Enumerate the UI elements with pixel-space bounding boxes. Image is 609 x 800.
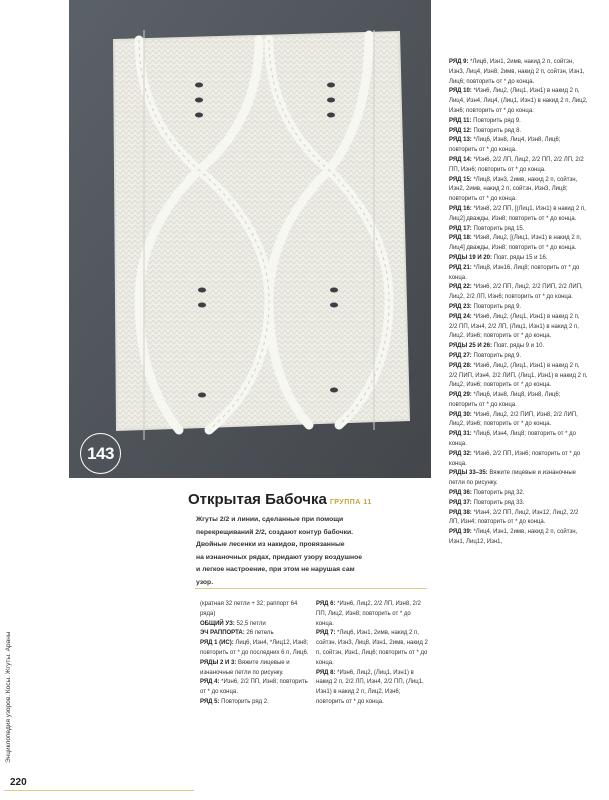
row-text: Вяжите лицевые и изнаночные петли по рисунку. bbox=[200, 659, 290, 676]
row-text: 26 петель bbox=[246, 630, 274, 637]
page-number: 220 bbox=[10, 777, 27, 788]
row-label: РЯД 10: bbox=[449, 88, 472, 95]
row-text: *Изн6, 2/2 ПП, Изн8; повторить от * до конца. bbox=[200, 679, 308, 696]
row-label: РЯДЫ 33–35: bbox=[449, 470, 488, 477]
row-text: Лиц6, Изн4, *Лиц12, Изн8; повторить от * до последних 6 п, Лиц6. bbox=[200, 640, 309, 656]
book-side-caption: Энциклопедия узоров. Косы. Жгуты. Араны bbox=[5, 631, 12, 763]
row-text: *Изн6, Лиц2, (Лиц1, Изн1) в накид 2 п, Лиц4, Изн4, Лиц4, (Лиц1, Изн1) в накид 2 п, Лиц2, Изн6; повторить от * до конца. bbox=[449, 88, 588, 114]
instruction-row bbox=[449, 489, 589, 499]
row-label: РЯД 24: bbox=[449, 313, 472, 320]
instruction-row bbox=[449, 450, 589, 470]
row-text: *Лиц6, Изн8, Лиц8, Изн8, Лиц6; повторить от * до конца. bbox=[449, 392, 561, 408]
instruction-row bbox=[449, 205, 589, 225]
description-line: на изнаночных рядах, придают узору воздушное bbox=[196, 553, 363, 561]
instruction-row bbox=[449, 225, 589, 235]
instructions-column-2 bbox=[316, 600, 428, 708]
row-text: *Изн6, 2/2 ПП, Лиц2, 2/2 ПИП, 2/2 ЛИП, Лиц2, 2/2 ЛП, Изн6; повторить от * до конца. bbox=[449, 284, 583, 301]
swatch-illustration bbox=[69, 0, 431, 478]
row-text: *Изн6, Лиц2, (Лиц1, Изн1) в накид 2 п, 2/2 ЛП, Изн4, 2/2 ПП, (Лиц1, Изн1) в накид 2 п, Лиц2, Изн6; повторить от * до конца. bbox=[316, 669, 424, 705]
instruction-row bbox=[200, 629, 312, 639]
instruction-row bbox=[449, 509, 589, 529]
instructions-column-3 bbox=[449, 58, 589, 548]
row-text: *Изн6, 2/2 ЛП, Лиц2, 2/2 ПП, 2/2 ЛП, 2/2 ПП, Изн6; повторить от * до конца. bbox=[449, 156, 584, 173]
pattern-number-badge: 143 bbox=[80, 433, 121, 474]
instruction-row bbox=[449, 430, 589, 450]
row-label: РЯД 8: bbox=[316, 669, 336, 676]
instruction-row bbox=[316, 669, 428, 708]
row-label: РЯД 18: bbox=[449, 235, 472, 242]
instruction-row bbox=[449, 352, 589, 362]
instruction-row bbox=[200, 698, 312, 708]
instruction-row bbox=[449, 127, 589, 137]
row-text: *Изн4, 2/2 ПП, Лиц2, Изн12, Лиц2, 2/2 ЛП, Изн4; повторить от * до конца. bbox=[449, 509, 579, 526]
instruction-row bbox=[200, 639, 312, 659]
row-label: РЯД 31: bbox=[449, 431, 472, 438]
instruction-row bbox=[449, 303, 589, 313]
instruction-row bbox=[200, 659, 312, 679]
instruction-row bbox=[449, 254, 589, 264]
row-label: РЯД 39: bbox=[449, 529, 472, 536]
instruction-row bbox=[449, 469, 589, 489]
row-label: ЭЧ РАППОРТА: bbox=[200, 630, 245, 637]
row-text: Повторить ряд 2. bbox=[221, 698, 269, 705]
instruction-row bbox=[449, 176, 589, 205]
row-label: РЯД 12: bbox=[449, 127, 472, 134]
footer-rule bbox=[4, 790, 194, 791]
instruction-row bbox=[449, 528, 589, 548]
row-text: Повторить ряд 15. bbox=[473, 225, 525, 232]
row-text: *Лиц6, Изн4, Лиц8; повторить от * до конца. bbox=[449, 431, 576, 448]
instruction-row bbox=[449, 87, 589, 116]
row-text: *Изн6, Лиц2, 2/2 ПИП, Изн8, 2/2 ЛИП, Лиц2, Изн6; повторить от * до конца. bbox=[449, 411, 578, 428]
row-text: *Изн6, 2/2 ПП, Изн6; повторить от * до конца. bbox=[449, 450, 581, 467]
row-label: РЯД 14: bbox=[449, 156, 472, 163]
row-text: Повт. ряды 9 и 10. bbox=[493, 343, 545, 350]
instruction-row bbox=[449, 264, 589, 284]
row-label: РЯД 36: bbox=[449, 490, 472, 497]
row-label: РЯД 22: bbox=[449, 284, 472, 291]
instruction-row bbox=[316, 600, 428, 629]
pattern-title-name: Открытая Бабочка bbox=[188, 491, 327, 508]
row-text: *Изн6, Лиц2, 2/2 ЛП, Изн8, 2/2 ПП, Лиц2, Изн8; повторить от * до конца. bbox=[316, 601, 421, 627]
row-label: РЯД 5: bbox=[200, 698, 220, 705]
row-text: *Лиц6, Изн8, Лиц4, Изн8, Лиц6; повторить от * до конца. bbox=[449, 137, 561, 154]
instruction-row bbox=[200, 620, 312, 630]
row-text: *Изн6, Лиц2, (Лиц1, Изн1) в накид 2 п, 2/2 ПП, Изн4, 2/2 ЛП, (Лиц1, Изн1) в накид 2 п, Лиц2, Изн6; повторить от * до конца. bbox=[449, 313, 580, 340]
instruction-row bbox=[449, 362, 589, 391]
row-text: *Изн8, Лиц2, [(Лиц1, Изн1) в накид 2 п, Лиц4] дважды, Изн8; повторить от * до конца. bbox=[449, 235, 582, 252]
instruction-row bbox=[449, 411, 589, 431]
row-label: РЯД 4: bbox=[200, 679, 220, 686]
row-text: *Лиц6, Изн1, 2имв, накид 2 п, сойтзн, Изн3, Лиц8, Изн1, 2имв, накид 2 п, сойтзн, Изн1, Лиц6; повторить от * до конца. bbox=[316, 630, 428, 666]
row-text: Повторить ряд 33. bbox=[473, 499, 525, 506]
instructions-column-1 bbox=[200, 600, 312, 708]
row-label: РЯД 23: bbox=[449, 303, 472, 310]
row-label: РЯД 27: bbox=[449, 352, 472, 359]
row-label: РЯДЫ 19 И 20: bbox=[449, 254, 492, 261]
row-text: Повторить ряд 32. bbox=[473, 490, 525, 497]
instruction-row bbox=[449, 117, 589, 127]
row-text: *Лиц8, Изн16, Лиц8; повторить от * до конца. bbox=[449, 264, 580, 281]
instruction-row bbox=[449, 342, 589, 352]
description-line: Двойные лесенки из накидов, провязанные bbox=[196, 541, 345, 549]
row-label: РЯД 21: bbox=[449, 264, 472, 271]
swatch-photo bbox=[69, 0, 431, 478]
divider bbox=[195, 588, 427, 589]
row-text: *Лиц4, Изн1, 2имв, накид 2 п, сойтзн, Изн1, Лиц12, Изн1, bbox=[449, 529, 578, 546]
row-label: РЯД 16: bbox=[449, 205, 472, 212]
pattern-title bbox=[188, 491, 372, 508]
instruction-row bbox=[316, 629, 428, 668]
row-text: *Изн6, Лиц2, (Лиц1, Изн1) в накид 2 п, 2/2 ПИП, Изн4, 2/2 ЛИП, (Лиц1, Изн1) в накид 2 п, Лиц2, Изн6; повторить от * до конца. bbox=[449, 362, 588, 389]
row-label: РЯД 6: bbox=[316, 601, 336, 607]
row-text: Повторить ряд 9. bbox=[473, 117, 521, 124]
row-text: (кратная 32 петли + 32; раппорт 64 ряда) bbox=[200, 601, 298, 617]
description-line: и легкое настроение, при этом не нарушая сам bbox=[196, 566, 355, 574]
instruction-row bbox=[200, 600, 312, 620]
row-text: Повт. ряды 15 и 16. bbox=[493, 254, 548, 261]
row-label: РЯД 30: bbox=[449, 411, 472, 418]
row-label: РЯД 32: bbox=[449, 450, 472, 457]
row-text: Вяжите лицевые и изнаночные петли по рисунку. bbox=[449, 470, 577, 487]
instruction-row bbox=[449, 283, 589, 303]
pattern-group: ГРУППА 11 bbox=[329, 499, 372, 506]
description-line: перекрещиваний 2/2, создают контур бабочки. bbox=[196, 528, 354, 536]
row-text: Повторить ряд 9. bbox=[473, 303, 522, 310]
row-label: РЯДЫ 25 И 26: bbox=[449, 343, 492, 350]
row-text: Повторить ряд 9. bbox=[473, 352, 522, 359]
instruction-row bbox=[200, 678, 312, 698]
row-label: РЯД 29: bbox=[449, 392, 472, 399]
row-label: ОБЩИЙ УЗ: bbox=[200, 620, 235, 627]
row-label: РЯД 11: bbox=[449, 117, 472, 124]
row-text: *Лиц6, Изн1, 2имв, накид 2 п, сойтзн, Изн3, Лиц4, Изн8, 2имв, накид 2 п, сойтзн, Изн1, Лиц6; повторить от * до конца. bbox=[449, 59, 585, 85]
instruction-row bbox=[449, 391, 589, 411]
pattern-description bbox=[196, 514, 428, 590]
instruction-row bbox=[449, 499, 589, 509]
row-label: РЯД 7: bbox=[316, 630, 336, 637]
instruction-row bbox=[449, 234, 589, 254]
row-text: 52,5 петли bbox=[236, 620, 266, 627]
row-text: *Изн8, 2/2 ПП, [(Лиц1, Изн1) в накид 2 п, Лиц2] дважды, Изн8; повторить от * до конца. bbox=[449, 205, 586, 222]
row-label: РЯД 15: bbox=[449, 176, 472, 183]
row-label: РЯД 38: bbox=[449, 509, 472, 516]
row-text: *Лиц8, Изн3, 2имв, накид 2 п, сойтзн, Изн2, 2имв, накид 2 п, сойтзн, Изн3, Лиц8; повторить от * до конца. bbox=[449, 176, 578, 203]
row-label: РЯД 28: bbox=[449, 362, 472, 369]
row-label: РЯДЫ 2 И 3: bbox=[200, 659, 237, 666]
row-label: РЯД 13: bbox=[449, 137, 472, 144]
description-line: Жгуты 2/2 и линии, сделанные при помощи bbox=[196, 516, 344, 523]
description-line: узор. bbox=[196, 578, 214, 586]
row-text: Повторить ряд 8. bbox=[473, 127, 522, 134]
row-label: РЯД 1 (ИС): bbox=[200, 640, 234, 647]
row-label: РЯД 9: bbox=[449, 59, 469, 65]
instruction-row bbox=[449, 136, 589, 156]
row-label: РЯД 37: bbox=[449, 499, 472, 506]
row-label: РЯД 17: bbox=[449, 225, 472, 232]
instruction-row bbox=[449, 156, 589, 176]
instruction-row bbox=[449, 58, 589, 87]
instruction-row bbox=[449, 313, 589, 342]
